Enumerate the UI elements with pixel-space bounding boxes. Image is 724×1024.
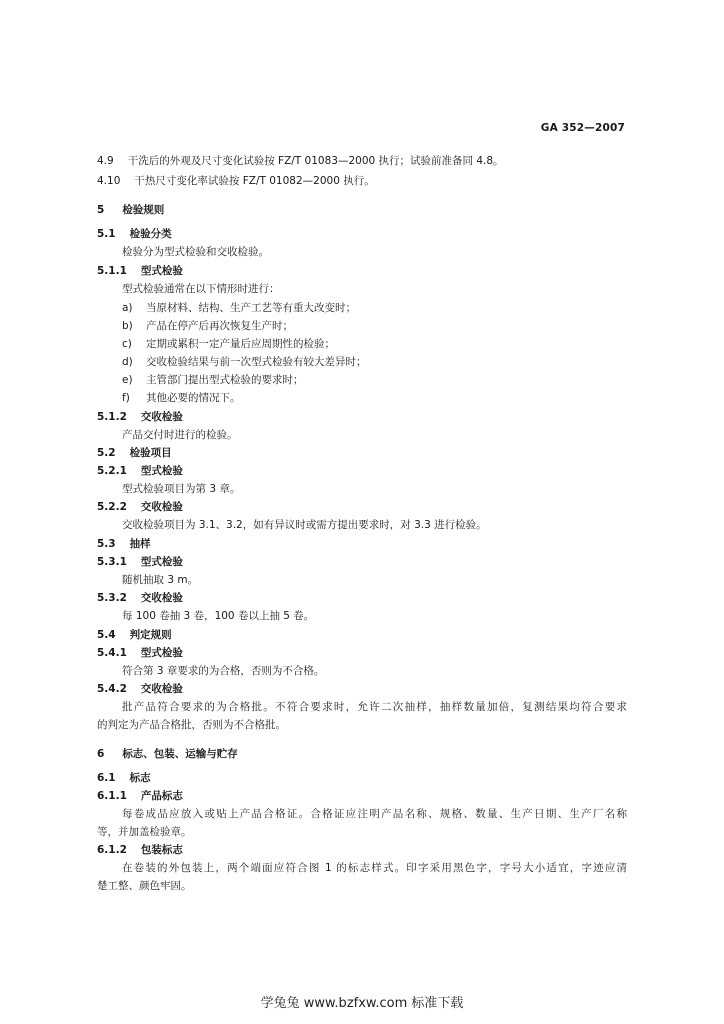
section-5-1-1-heading bbox=[97, 264, 183, 278]
section-title: 交收检验 bbox=[140, 592, 183, 604]
section-number: 5.3.2 bbox=[97, 592, 127, 604]
paragraph: 随机抽取 3 m。 bbox=[122, 574, 199, 586]
list-label: d) bbox=[122, 356, 133, 368]
list-label: e) bbox=[122, 374, 133, 386]
list-label: c) bbox=[122, 338, 132, 350]
section-5-2-2-heading bbox=[97, 500, 183, 514]
document-code: GA 352—2007 bbox=[540, 122, 625, 134]
list-text: 主管部门提出型式检验的要求时； bbox=[146, 374, 304, 386]
section-number: 5.2 bbox=[97, 447, 116, 459]
clause-text: 干热尺寸变化率试验按 FZ/T 01082—2000 执行。 bbox=[134, 175, 375, 187]
section-title: 交收检验 bbox=[140, 411, 183, 423]
section-number: 5.4.1 bbox=[97, 647, 127, 659]
section-title: 产品标志 bbox=[140, 790, 183, 802]
paragraph-continuation: 等，并加盖检验章。 bbox=[97, 826, 192, 838]
section-title: 型式检验 bbox=[140, 265, 183, 277]
section-title: 交收检验 bbox=[140, 683, 183, 695]
section-number: 6.1 bbox=[97, 772, 116, 784]
list-item-c bbox=[122, 337, 335, 351]
section-6-heading bbox=[97, 747, 238, 761]
paragraph: 每卷成品应放入或贴上产品合格证。合格证应注明产品名称、规格、数量、生产日期、生产厂名称 bbox=[122, 808, 627, 820]
section-5-heading bbox=[97, 203, 164, 217]
paragraph-continuation: 的判定为产品合格批，否则为不合格批。 bbox=[97, 719, 286, 731]
paragraph: 交收检验项目为 3.1、3.2，如有异议时或需方提出要求时，对 3.3 进行检验。 bbox=[122, 519, 487, 531]
paragraph: 产品交付时进行的检验。 bbox=[122, 429, 238, 441]
section-number: 5.4.2 bbox=[97, 683, 127, 695]
list-label: b) bbox=[122, 320, 133, 332]
list-text: 当原材料、结构、生产工艺等有重大改变时； bbox=[146, 302, 356, 314]
section-number: 5.1 bbox=[97, 228, 116, 240]
list-text: 定期或累积一定产量后应周期性的检验； bbox=[146, 338, 335, 350]
section-number: 5.1.2 bbox=[97, 411, 127, 423]
section-5-1-2-heading bbox=[97, 410, 183, 424]
section-6-1-2-heading bbox=[97, 843, 183, 857]
section-title: 标志、包装、运输与贮存 bbox=[122, 748, 238, 760]
section-5-3-1-heading bbox=[97, 555, 183, 569]
section-5-1-heading bbox=[97, 227, 172, 241]
section-number: 5.1.1 bbox=[97, 265, 127, 277]
clause-number: 4.10 bbox=[97, 175, 121, 187]
section-5-2-1-heading bbox=[97, 464, 183, 478]
section-title: 抽样 bbox=[129, 538, 151, 550]
section-number: 5.4 bbox=[97, 629, 116, 641]
section-5-4-1-heading bbox=[97, 646, 183, 660]
list-text: 交收检验结果与前一次型式检验有较大差异时； bbox=[146, 356, 367, 368]
section-number: 5.3.1 bbox=[97, 556, 127, 568]
section-number: 5.2.1 bbox=[97, 465, 127, 477]
section-title: 型式检验 bbox=[140, 465, 183, 477]
list-text: 产品在停产后再次恢复生产时； bbox=[146, 320, 293, 332]
section-title: 检验规则 bbox=[122, 204, 165, 216]
clause-4-10 bbox=[97, 174, 375, 188]
clause-number: 4.9 bbox=[97, 155, 114, 167]
section-title: 判定规则 bbox=[129, 629, 172, 641]
list-item-a bbox=[122, 301, 356, 315]
section-title: 型式检验 bbox=[140, 556, 183, 568]
section-number: 6.1.1 bbox=[97, 790, 127, 802]
section-title: 交收检验 bbox=[140, 501, 183, 513]
paragraph: 在卷装的外包装上，两个端面应符合图 1 的标志样式。印字采用黑色字，字号大小适宜，字迹应清 bbox=[122, 862, 627, 874]
section-5-4-2-heading bbox=[97, 682, 183, 696]
section-title: 检验分类 bbox=[129, 228, 172, 240]
paragraph: 检验分为型式检验和交收检验。 bbox=[122, 246, 269, 258]
footer-watermark-text: 学兔兔 www.bzfxw.com 标准下载 bbox=[260, 996, 464, 1011]
list-label: f) bbox=[122, 392, 130, 404]
clause-text: 干洗后的外观及尺寸变化试验按 FZ/T 01083—2000 执行；试验前准备同 4.8。 bbox=[127, 155, 504, 167]
paragraph: 批产品符合要求的为合格批。不符合要求时，允许二次抽样，抽样数量加倍，复测结果均符合要求 bbox=[122, 701, 627, 713]
section-number: 5.3 bbox=[97, 538, 116, 550]
section-5-3-heading bbox=[97, 537, 151, 551]
list-text: 其他必要的情况下。 bbox=[146, 392, 241, 404]
clause-4-9 bbox=[97, 154, 504, 168]
section-5-3-2-heading bbox=[97, 591, 183, 605]
section-5-2-heading bbox=[97, 446, 172, 460]
section-number: 5.2.2 bbox=[97, 501, 127, 513]
list-item-e bbox=[122, 373, 304, 387]
section-6-1-heading bbox=[97, 771, 151, 785]
list-item-d bbox=[122, 355, 367, 369]
paragraph: 符合第 3 章要求的为合格，否则为不合格。 bbox=[122, 665, 325, 677]
paragraph: 型式检验通常在以下情形时进行： bbox=[122, 283, 280, 295]
section-number: 5 bbox=[97, 204, 105, 216]
paragraph: 型式检验项目为第 3 章。 bbox=[122, 483, 241, 495]
paragraph: 每 100 卷抽 3 卷，100 卷以上抽 5 卷。 bbox=[122, 610, 315, 622]
section-title: 标志 bbox=[129, 772, 151, 784]
paragraph-continuation: 楚工整、颜色牢固。 bbox=[97, 880, 192, 892]
list-label: a) bbox=[122, 302, 133, 314]
section-title: 型式检验 bbox=[140, 647, 183, 659]
section-title: 包装标志 bbox=[140, 844, 183, 856]
list-item-b bbox=[122, 319, 293, 333]
section-5-4-heading bbox=[97, 628, 172, 642]
section-title: 检验项目 bbox=[129, 447, 172, 459]
list-item-f bbox=[122, 391, 241, 405]
section-6-1-1-heading bbox=[97, 789, 183, 803]
section-number: 6 bbox=[97, 748, 105, 760]
section-number: 6.1.2 bbox=[97, 844, 127, 856]
